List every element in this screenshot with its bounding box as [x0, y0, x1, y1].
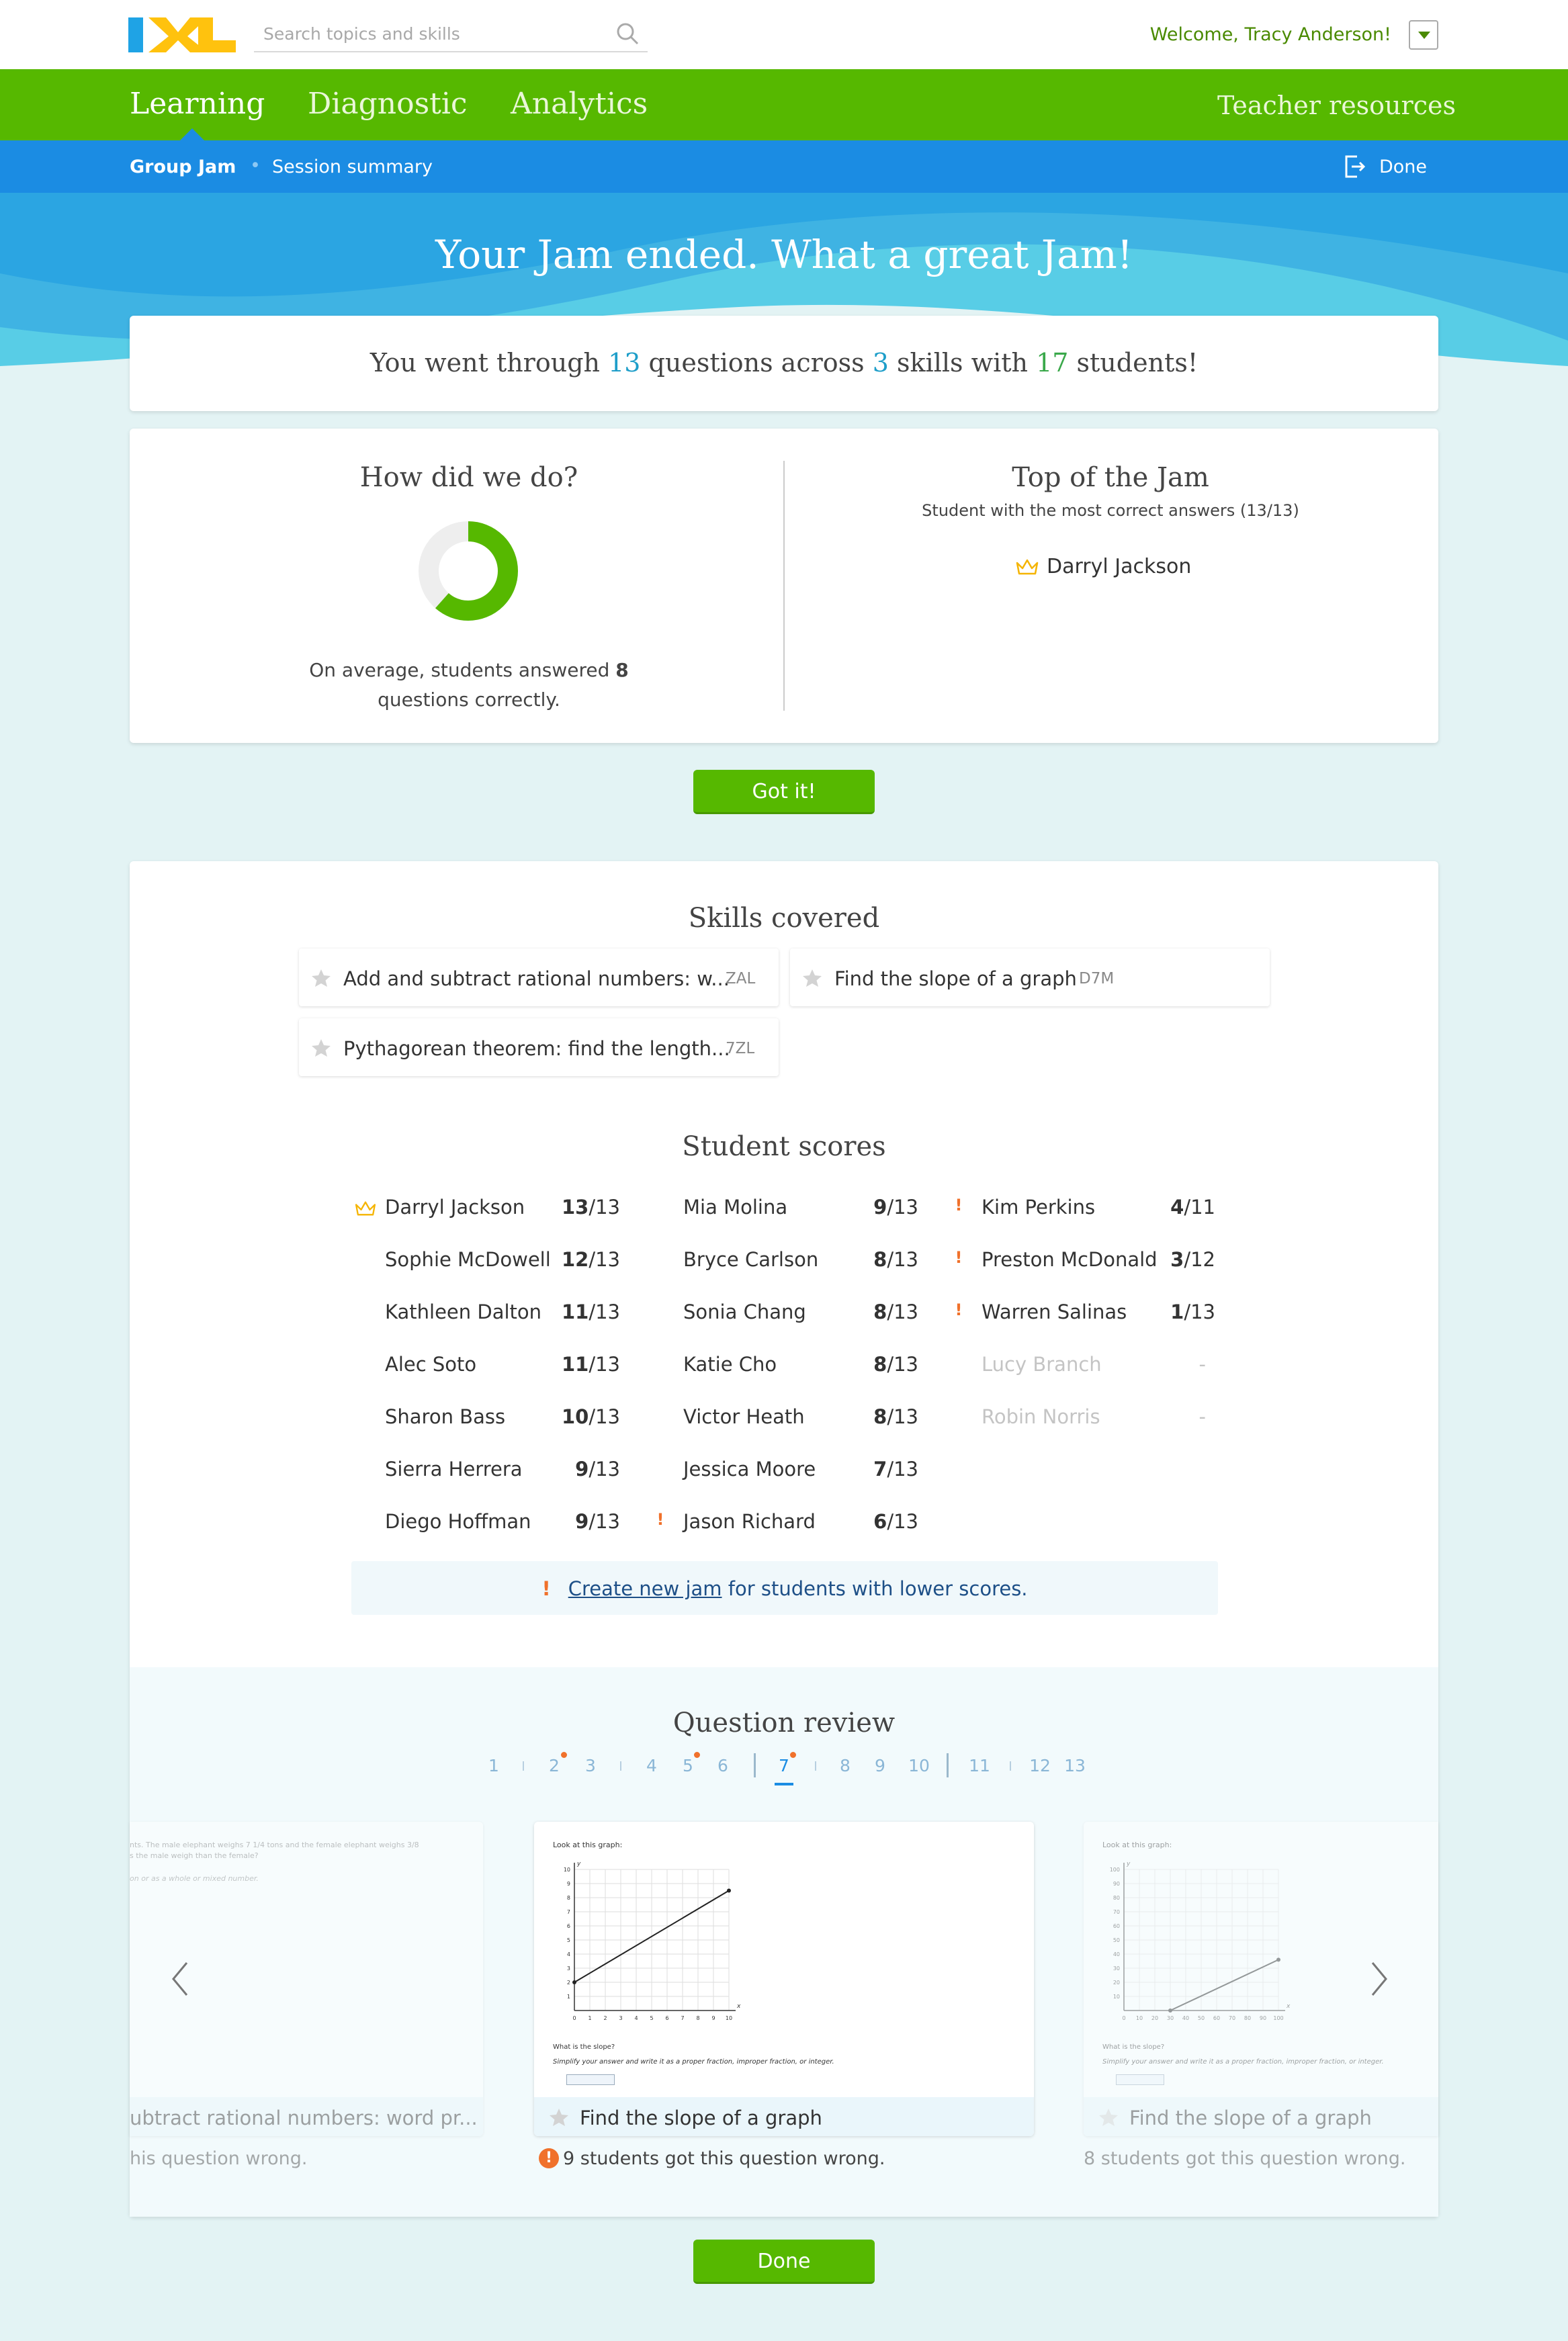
student-score: 13/13 [561, 1196, 620, 1219]
student-name: Robin Norris [982, 1405, 1100, 1428]
y-tick-label: 70 [1113, 1909, 1120, 1915]
student-score: 4/11 [1170, 1196, 1215, 1219]
sub-nav [0, 140, 1568, 193]
student-score-row[interactable] [385, 1239, 654, 1279]
y-tick-label: 20 [1113, 1980, 1120, 1986]
skill-count: 3 [872, 348, 889, 378]
student-name: Preston McDonald [982, 1248, 1158, 1271]
y-tick-label: 100 [1109, 1867, 1120, 1873]
search-input[interactable]: Search topics and skills [263, 24, 460, 44]
star-icon[interactable] [311, 1039, 331, 1057]
y-tick-label: 9 [566, 1881, 570, 1887]
skill-card[interactable] [299, 948, 779, 1006]
warning-icon: ! [656, 1510, 664, 1529]
nav-diagnostic[interactable]: Diagnostic [308, 87, 468, 121]
summary-text: You went through 13 questions across 3 skills with 17 students! [369, 348, 1199, 378]
y-tick-label: 5 [566, 1937, 570, 1943]
question-skill-label: Find the slope of a graph [580, 2107, 822, 2129]
x-tick-label: 20 [1151, 2015, 1159, 2021]
skill-code: D7M [1079, 970, 1115, 987]
done-button[interactable]: Done [693, 2240, 875, 2284]
skill-card[interactable] [299, 1018, 779, 1076]
question-number[interactable]: 3 [585, 1756, 596, 1775]
top-student-name[interactable]: Darryl Jackson [1047, 555, 1192, 578]
x-tick-label: 70 [1228, 2015, 1236, 2021]
warning-icon: ! [955, 1248, 963, 1267]
x-tick-label: 7 [681, 2015, 685, 2021]
student-score-row[interactable] [955, 1291, 1250, 1331]
exit-icon[interactable] [1342, 152, 1366, 181]
summary-card [130, 316, 1438, 411]
student-name: Sonia Chang [683, 1300, 806, 1323]
student-score-row[interactable] [683, 1343, 952, 1384]
student-name: Victor Heath [683, 1405, 805, 1428]
student-name: Sierra Herrera [385, 1458, 523, 1481]
student-score: 11/13 [561, 1353, 620, 1376]
y-tick-label: 10 [1113, 1994, 1120, 2000]
x-tick-label: 10 [725, 2015, 733, 2021]
student-name: Mia Molina [683, 1196, 788, 1219]
active-question-underline [775, 1783, 793, 1785]
average-score-value: 8 [615, 659, 629, 681]
x-tick-label: 1 [588, 2015, 592, 2021]
top-of-jam-subtitle: Student with the most correct answers (13/13) [922, 501, 1299, 520]
nav-learning[interactable]: Learning [130, 87, 265, 121]
question-card-previous[interactable]: nts. The male elephant weighs 7 1/4 tons and the female elephant weighs 3/8 s the male weigh than the female? on or as a whole or mixed number. ubtract rational numbers: word pr... [130, 1822, 483, 2136]
svg-text:x: x [1287, 2003, 1291, 2010]
crown-icon [354, 1200, 377, 1217]
search-icon[interactable] [614, 20, 641, 47]
question-number[interactable]: 10 [908, 1756, 930, 1775]
y-tick-label: 80 [1113, 1895, 1120, 1901]
question-number[interactable]: 5 [683, 1756, 693, 1775]
student-score: 10/13 [561, 1405, 620, 1428]
student-score: 8/13 [873, 1405, 918, 1428]
ixl-logo[interactable] [128, 15, 236, 55]
student-score-row[interactable] [982, 1396, 1250, 1436]
student-score: - [1199, 1405, 1206, 1428]
y-tick-label: 2 [566, 1980, 570, 1986]
x-tick-label: 6 [665, 2015, 669, 2021]
hero-title: Your Jam ended. What a great Jam! [435, 232, 1133, 277]
student-score-row[interactable] [982, 1343, 1250, 1384]
warning-icon: ! [539, 2148, 559, 2168]
answer-input[interactable] [1116, 2074, 1164, 2085]
create-jam-note: ! Create new jam for students with lower scores. [351, 1561, 1218, 1615]
skill-name: Pythagorean theorem: find the length... [343, 1037, 730, 1060]
student-score: 6/13 [873, 1510, 918, 1533]
search-box[interactable] [254, 15, 648, 52]
student-score-row[interactable] [683, 1291, 952, 1331]
average-score-text: On average, students answered 8 questions correctly. [309, 659, 629, 711]
student-score: 9/13 [575, 1510, 620, 1533]
question-number[interactable]: 1 [488, 1756, 499, 1775]
svg-text:y: y [1127, 1861, 1131, 1867]
student-score: 12/13 [561, 1248, 620, 1271]
student-score-row[interactable] [385, 1448, 654, 1489]
student-name: Kim Perkins [982, 1196, 1096, 1219]
question-number[interactable]: 8 [840, 1756, 851, 1775]
top-of-jam-title: Top of the Jam [1012, 462, 1209, 493]
question-skill-label: ubtract rational numbers: word pr... [130, 2107, 478, 2129]
question-number[interactable]: 11 [969, 1756, 990, 1775]
wrong-marker [561, 1752, 567, 1758]
student-score-row[interactable] [683, 1239, 952, 1279]
student-score: 3/12 [1170, 1248, 1215, 1271]
y-tick-label: 60 [1113, 1923, 1120, 1929]
student-scores-title: Student scores [682, 1131, 886, 1162]
x-tick-label: 4 [634, 2015, 638, 2021]
y-tick-label: 40 [1113, 1951, 1120, 1957]
top-bar [0, 0, 1568, 69]
x-tick-label: 30 [1166, 2015, 1174, 2021]
x-tick-label: 3 [619, 2015, 623, 2021]
student-score: - [1199, 1353, 1206, 1376]
student-name: Alec Soto [385, 1353, 477, 1376]
results-divider [783, 461, 785, 711]
student-name: Kathleen Dalton [385, 1300, 542, 1323]
student-name: Diego Hoffman [385, 1510, 531, 1533]
student-score-row[interactable] [683, 1186, 952, 1227]
question-review-section [130, 1667, 1438, 2217]
x-tick-label: 90 [1259, 2015, 1267, 2021]
how-did-we-do-title: How did we do? [359, 462, 578, 493]
average-score-donut [418, 521, 519, 621]
y-tick-label: 30 [1113, 1965, 1120, 1972]
student-score-row[interactable] [385, 1291, 654, 1331]
details-card [130, 861, 1438, 2217]
student-name: Sharon Bass [385, 1405, 506, 1428]
warning-icon: ! [955, 1300, 963, 1319]
student-name: Jason Richard [683, 1510, 816, 1533]
question-skill-label: Find the slope of a graph [1129, 2107, 1372, 2129]
student-score: 7/13 [873, 1458, 918, 1481]
skill-name: Add and subtract rational numbers: w... [343, 967, 730, 990]
y-tick-label: 7 [566, 1909, 570, 1915]
question-card-current[interactable]: Look at this graph: 0 1 2 3 4 5 6 7 8 9 10 1 2 3 4 5 6 7 8 9 10 x y What is the slope? Simplify your answer and write it as a proper fraction, improper fraction, or integer. Find the slope of a graph [534, 1822, 1034, 2136]
student-score: 9/13 [575, 1458, 620, 1481]
student-score-row[interactable] [683, 1396, 952, 1436]
star-icon[interactable] [549, 2108, 569, 2127]
star-icon[interactable] [1098, 2108, 1119, 2127]
question-number[interactable]: 2 [549, 1756, 560, 1775]
breadcrumb-group-jam[interactable]: Group Jam [130, 157, 236, 177]
create-new-jam-link[interactable]: Create new jam [568, 1577, 722, 1600]
done-link[interactable]: Done [1379, 157, 1427, 177]
graph-point [572, 1980, 576, 1984]
skill-code: ZAL [726, 970, 756, 987]
x-tick-label: 100 [1273, 2015, 1284, 2021]
question-count: 13 [608, 348, 641, 378]
x-tick-label: 2 [603, 2015, 607, 2021]
breadcrumb-session-summary: Session summary [272, 157, 433, 177]
breadcrumb-separator: • [250, 155, 261, 176]
student-score-row[interactable] [656, 1501, 952, 1541]
student-count: 17 [1036, 348, 1069, 378]
slope-graph [548, 1853, 749, 2034]
question-number-active[interactable]: 7 [779, 1756, 789, 1775]
graph-point [1276, 1957, 1280, 1961]
main-nav [0, 69, 1568, 140]
graph-point [1168, 2008, 1172, 2013]
student-score: 9/13 [873, 1196, 918, 1219]
student-name: Jessica Moore [683, 1458, 816, 1481]
skill-card[interactable] [790, 948, 1270, 1006]
y-tick-label: 50 [1113, 1937, 1120, 1943]
x-tick-label: 8 [696, 2015, 700, 2021]
skill-name: Find the slope of a graph [834, 967, 1077, 990]
student-score-row[interactable] [385, 1343, 654, 1384]
y-tick-label: 3 [566, 1965, 570, 1972]
account-dropdown-button[interactable] [1409, 20, 1438, 50]
student-score-row[interactable] [955, 1239, 1250, 1279]
student-name: Warren Salinas [982, 1300, 1127, 1323]
question-wrong-count: his question wrong. [130, 2148, 308, 2169]
y-tick-label: 1 [566, 1994, 570, 2000]
graph-point [727, 1889, 731, 1893]
question-card-next[interactable]: Look at this graph: 0 10 20 30 40 50 60 70 80 90 100 10 20 30 40 50 60 70 80 90 100 x y What is the slope? Simplify your answer and write it as a proper fraction, improper fraction, or integer. Find the slope of a graph [1084, 1822, 1438, 2136]
crown-icon [1015, 558, 1039, 576]
question-number-nav [130, 1756, 1438, 1790]
question-wrong-count: 8 students got this question wrong. [1084, 2148, 1406, 2169]
chevron-left-icon[interactable] [167, 1959, 193, 1999]
star-icon[interactable] [311, 969, 331, 987]
student-score: 1/13 [1170, 1300, 1215, 1323]
nav-analytics[interactable]: Analytics [511, 87, 648, 121]
x-tick-label: 0 [572, 2015, 576, 2021]
question-number[interactable]: 9 [875, 1756, 885, 1775]
student-score-row[interactable] [683, 1448, 952, 1489]
student-score-row[interactable] [385, 1501, 654, 1541]
x-tick-label: 9 [711, 2015, 715, 2021]
student-score: 8/13 [873, 1248, 918, 1271]
wrong-marker [790, 1752, 796, 1758]
x-tick-label: 40 [1182, 2015, 1190, 2021]
results-card [130, 429, 1438, 743]
graph-line [1170, 1959, 1278, 2011]
question-number[interactable]: 4 [646, 1756, 657, 1775]
x-tick-label: 0 [1122, 2015, 1126, 2021]
question-wrong-count: 9 students got this question wrong. [563, 2148, 885, 2169]
got-it-button[interactable]: Got it! [693, 770, 875, 814]
svg-text:x: x [737, 2003, 741, 2010]
chevron-right-icon[interactable] [1366, 1959, 1393, 1999]
student-score: 8/13 [873, 1300, 918, 1323]
welcome-text[interactable]: Welcome, Tracy Anderson! [1149, 24, 1391, 45]
wrong-marker [694, 1752, 700, 1758]
x-tick-label: 5 [650, 2015, 654, 2021]
student-score-row[interactable] [385, 1396, 654, 1436]
y-tick-label: 10 [563, 1867, 570, 1873]
question-number[interactable]: 6 [717, 1756, 728, 1775]
x-tick-label: 50 [1197, 2015, 1205, 2021]
student-score: 11/13 [561, 1300, 620, 1323]
y-tick-label: 6 [566, 1923, 570, 1929]
student-name: Katie Cho [683, 1353, 777, 1376]
skills-covered-title: Skills covered [688, 903, 880, 934]
answer-input[interactable] [566, 2074, 615, 2085]
y-tick-label: 4 [566, 1951, 570, 1957]
skill-code: 7ZL [726, 1040, 755, 1057]
question-number[interactable]: 12 [1029, 1756, 1051, 1775]
x-tick-label: 60 [1213, 2015, 1221, 2021]
student-score-row[interactable] [385, 1186, 654, 1227]
student-name: Lucy Branch [982, 1353, 1102, 1376]
nav-active-indicator [180, 128, 204, 140]
star-icon[interactable] [802, 969, 822, 987]
question-review-title: Question review [672, 1708, 896, 1738]
svg-text:y: y [577, 1861, 581, 1867]
student-score-row[interactable] [955, 1186, 1250, 1227]
slope-graph [1097, 1853, 1299, 2034]
student-name: Bryce Carlson [683, 1248, 819, 1271]
y-tick-label: 90 [1113, 1881, 1120, 1887]
student-score: 8/13 [873, 1353, 918, 1376]
x-tick-label: 80 [1244, 2015, 1252, 2021]
x-tick-label: 10 [1135, 2015, 1143, 2021]
warning-icon: ! [955, 1196, 963, 1214]
question-number[interactable]: 13 [1064, 1756, 1086, 1775]
student-name: Darryl Jackson [385, 1196, 525, 1219]
nav-teacher-resources[interactable]: Teacher resources [1217, 91, 1456, 120]
warning-icon: ! [541, 1577, 551, 1600]
y-tick-label: 8 [566, 1895, 570, 1901]
student-name: Sophie McDowell [385, 1248, 551, 1271]
